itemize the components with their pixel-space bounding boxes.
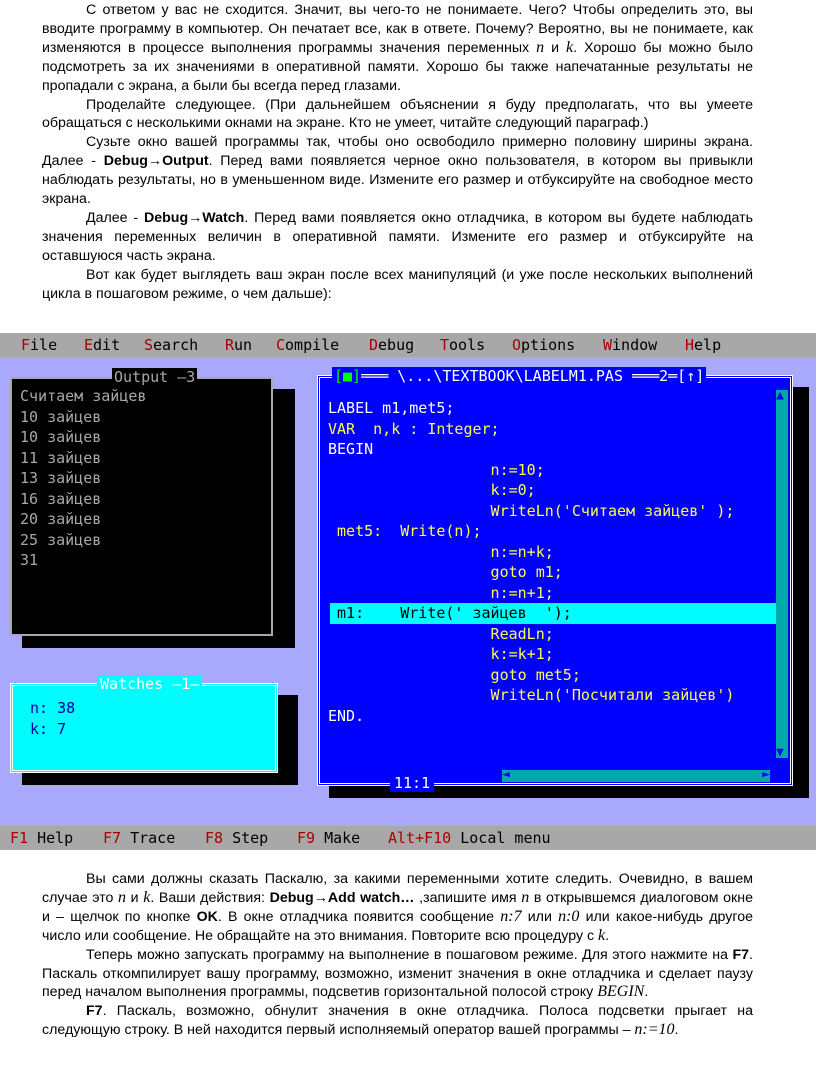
code-line[interactable]: met5: Write(n);	[328, 522, 482, 540]
scroll-up-icon[interactable]: ▲	[776, 388, 784, 403]
watch-k: k: 7	[30, 720, 67, 738]
paragraph: Вы сами должны сказать Паскалю, за какими переменными хотите следить. Очевидно, в вашем случае это n и k. Ваши действия: Debug→Add watch… ,запишите имя n в открывшемся диалоговом окне и – щелчок по кнопке OK. В окне отладчика появится сообщение n:7 или n:0 или какое-нибудь другое число или сообщение. Не обращайте на это внимания. Повторите всю процедуру с k.	[42, 871, 753, 944]
paragraph: Вот как будет выглядеть ваш экран после всех манипуляций (и уже после нескольких выполнений цикла в пошаговом режиме, о чем дальше):	[42, 266, 753, 302]
editor-window-title: [■]═══ \...\TEXTBOOK\LABELM1.PAS ═══2═[↑]	[334, 367, 705, 385]
code-line-highlighted[interactable]: m1: Write(' зайцев ');	[328, 604, 572, 622]
output-line: 10 зайцев	[20, 428, 102, 446]
menu-window[interactable]: Window	[603, 336, 658, 354]
output-line: 16 зайцев	[20, 490, 102, 508]
editor-window[interactable]	[317, 367, 793, 792]
scroll-left-icon[interactable]: ◄	[502, 767, 510, 782]
watches-window[interactable]	[10, 675, 278, 773]
scroll-right-icon[interactable]: ►	[762, 767, 770, 782]
code-line[interactable]: END.	[328, 707, 365, 725]
code-line[interactable]: k:=k+1;	[328, 645, 554, 663]
scroll-down-icon[interactable]: ▼	[776, 745, 784, 760]
code-line[interactable]: BEGIN	[328, 440, 374, 458]
window-shadow	[278, 695, 298, 785]
status-f1-help[interactable]: F1 Help	[10, 829, 74, 847]
paragraph: Сузьте окно вашей программы так, чтобы оно освободило примерно половину ширины экрана. Далее - Debug→Output. Перед вами появляется черное окно пользователя, в котором вы привыкли наблюдать результаты, но в уменьшенном виде. Измените его размер и отбуксируйте на свободное место экрана.	[42, 134, 754, 208]
close-box-icon[interactable]: [■]	[334, 367, 362, 385]
status-bar	[0, 826, 816, 850]
output-line: 25 зайцев	[20, 531, 102, 549]
output-window[interactable]	[10, 368, 273, 636]
menu-edit[interactable]: Edit	[84, 336, 121, 354]
menu-debug[interactable]: Debug	[369, 336, 415, 354]
cursor-position: 11:1	[390, 774, 434, 792]
paragraph: Проделайте следующее. (При дальнейшем объяснении я буду предполагать, что вы умеете обращаться с несколькими окнами на экране. Кто не умеет, читайте следующий параграф.)	[42, 96, 753, 132]
code-line[interactable]: ReadLn;	[328, 625, 554, 643]
status-f7-trace[interactable]: F7 Trace	[103, 829, 176, 847]
output-line: 11 зайцев	[20, 449, 102, 467]
code-line[interactable]: LABEL m1,met5;	[328, 399, 455, 417]
menu-bar	[0, 333, 816, 357]
code-line[interactable]: goto m1;	[328, 563, 563, 581]
menu-compile[interactable]: Compile	[276, 336, 340, 354]
code-line[interactable]: n:=n+k;	[328, 543, 554, 561]
code-line[interactable]: n:=10;	[328, 461, 545, 479]
status-alt-f10-local-menu[interactable]: Alt+F10 Local menu	[388, 829, 551, 847]
code-line[interactable]: WriteLn('Считаем зайцев' );	[328, 502, 735, 520]
top-text	[42, 1, 753, 304]
output-line: 20 зайцев	[20, 510, 102, 528]
window-shadow	[793, 387, 809, 798]
output-line: 31	[20, 551, 39, 569]
paragraph: Теперь можно запускать программу на выполнение в пошаговом режиме. Для этого нажмите на F7. Паскаль откомпилирует вашу программу, возможно, изменит значения в окне отладчика и сделает паузу перед началом выполнения программы, подсветив горизонтальной полосой строку BEGIN.	[42, 946, 753, 1001]
horizontal-scrollbar[interactable]	[502, 767, 770, 782]
paragraph: С ответом у вас не сходится. Значит, вы чего-то не понимаете. Чего? Чтобы определить это, вы вводите программу в компьютер. Он печатает все, как в ответе. Почему? Вероятно, вы не понимаете, как изменяются в процессе выполнения программы значения переменных n и k. Хорошо бы можно было подсмотреть за их значениями в оперативной памяти. Хорошо бы также напечатанные результаты не пропадали с экрана, а были бы всегда перед глазами.	[42, 2, 753, 94]
status-f9-make[interactable]: F9 Make	[297, 829, 361, 847]
vertical-scrollbar[interactable]	[776, 390, 788, 758]
window-shadow	[22, 636, 295, 648]
menu-help[interactable]: Help	[685, 336, 722, 354]
output-window-title: Output —3	[114, 368, 196, 386]
window-shadow	[273, 389, 295, 648]
turbo-pascal-screenshot	[0, 333, 816, 850]
menu-file[interactable]: File	[21, 336, 58, 354]
bottom-text	[42, 870, 753, 1040]
paragraph: F7. Паскаль, возможно, обнулит значения в окне отладчика. Полоса подсветки прыгает на следующую строку. В ней находится первый исполняемый оператор вашей программы – n:=10.	[42, 1003, 753, 1039]
paragraph: Далее - Debug→Watch. Перед вами появляется окно отладчика, в котором вы будете наблюдать значения переменных величин в оперативной памяти. Измените его размер и отбуксируйте на оставшуюся часть экрана.	[42, 209, 754, 264]
menu-search[interactable]: Search	[144, 336, 199, 354]
menu-tools[interactable]: Tools	[440, 336, 486, 354]
code-line[interactable]: k:=0;	[328, 481, 536, 499]
window-shadow	[22, 773, 298, 785]
output-line: 10 зайцев	[20, 408, 102, 426]
menu-run[interactable]: Run	[225, 336, 253, 354]
menu-options[interactable]: Options	[512, 336, 576, 354]
status-f8-step[interactable]: F8 Step	[205, 829, 269, 847]
code-line[interactable]: goto met5;	[328, 666, 581, 684]
output-line: Считаем зайцев	[20, 387, 147, 405]
watch-n: n: 38	[30, 699, 76, 717]
code-line[interactable]: WriteLn('Посчитали зайцев')	[328, 686, 735, 704]
watches-window-title: Watches —1—	[97, 675, 202, 693]
output-line: 13 зайцев	[20, 469, 102, 487]
code-line[interactable]: VAR n,k : Integer;	[328, 420, 500, 438]
code-line[interactable]: n:=n+1;	[328, 584, 554, 602]
